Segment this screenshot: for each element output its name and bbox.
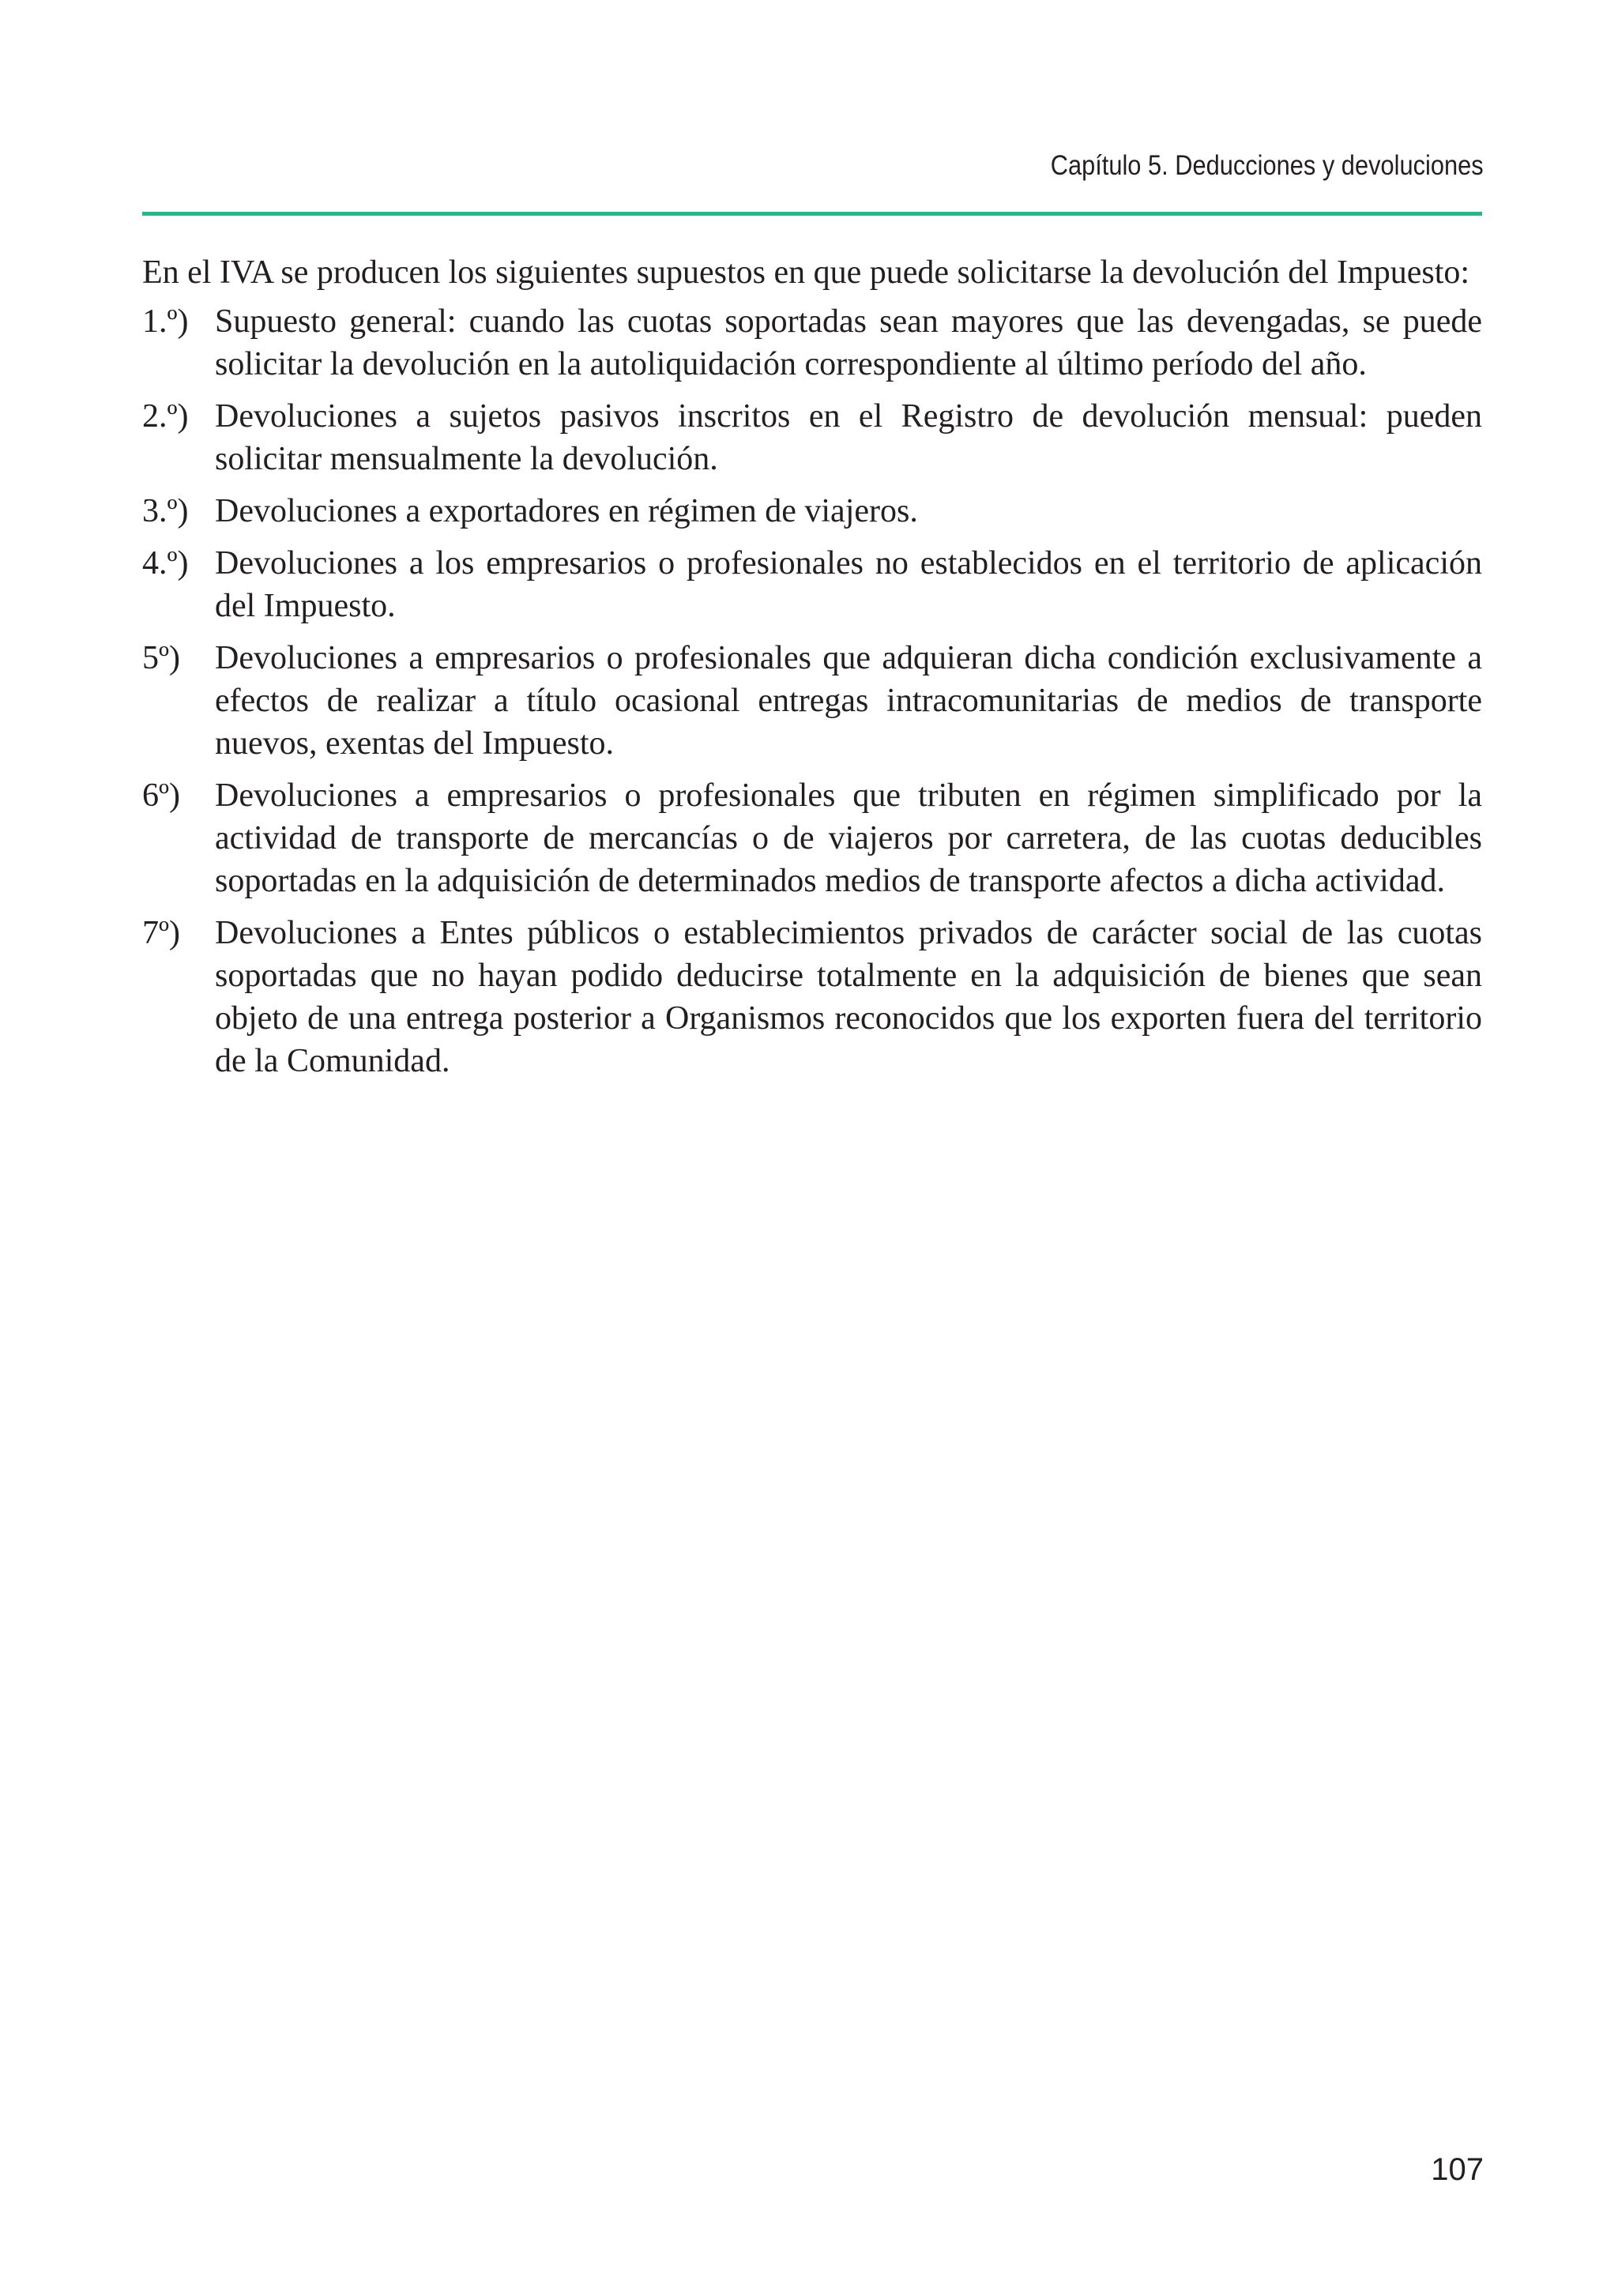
list-item xyxy=(142,395,1482,480)
intro-paragraph: En el IVA se producen los siguientes supuestos en que puede solicitarse la devolución del Impuesto: xyxy=(142,254,1470,291)
page-number: 107 xyxy=(1431,2152,1484,2187)
list-item-text: Devoluciones a empresarios o profesionales que adquieran dicha condición exclusivamente a efectos de realizar a título ocasional entregas intracomunitarias de medios de transporte nuevos, exentas del Impuesto. xyxy=(215,640,1482,762)
list-item xyxy=(142,912,1482,1082)
list-item xyxy=(142,542,1482,627)
list-item xyxy=(142,490,1482,533)
list-item-number: 7º) xyxy=(142,915,181,951)
list-item xyxy=(142,774,1482,902)
refund-cases-list xyxy=(142,300,1482,1082)
list-item-text: Devoluciones a Entes públicos o establecimientos privados de carácter social de las cuotas soportadas que no hayan podido deducirse totalmente en la adquisición de bienes que sean objeto de una entrega posterior a Organismos reconocidos que los exporten fuera del territorio de la Comunidad. xyxy=(215,915,1482,1079)
list-item-text: Devoluciones a los empresarios o profesionales no establecidos en el territorio de aplicación del Impuesto. xyxy=(215,545,1482,624)
header-divider xyxy=(142,212,1482,216)
list-item-text: Devoluciones a empresarios o profesionales que tributen en régimen simplificado por la actividad de transporte de mercancías o de viajeros por carretera, de las cuotas deducibles soportadas en la adquisición de determinados medios de transporte afectos a dicha actividad. xyxy=(215,777,1482,899)
list-item-number: 6º) xyxy=(142,777,181,814)
list-item-number: 3.º) xyxy=(142,493,189,529)
list-item-number: 4.º) xyxy=(142,545,189,582)
list-item-number: 1.º) xyxy=(142,303,189,340)
list-item-text: Supuesto general: cuando las cuotas soportadas sean mayores que las devengadas, se puede solicitar la devolución en la autoliquidación correspondiente al último período del año. xyxy=(215,303,1482,382)
page-body xyxy=(142,251,1482,1092)
list-item-number: 2.º) xyxy=(142,398,189,435)
list-item-number: 5º) xyxy=(142,640,181,676)
list-item xyxy=(142,300,1482,386)
list-item-text: Devoluciones a exportadores en régimen de viajeros. xyxy=(215,493,918,529)
list-item xyxy=(142,637,1482,765)
running-header: Capítulo 5. Deducciones y devoluciones xyxy=(1051,150,1484,181)
list-item-text: Devoluciones a sujetos pasivos inscritos en el Registro de devolución mensual: pueden solicitar mensualmente la devolución. xyxy=(215,398,1482,477)
